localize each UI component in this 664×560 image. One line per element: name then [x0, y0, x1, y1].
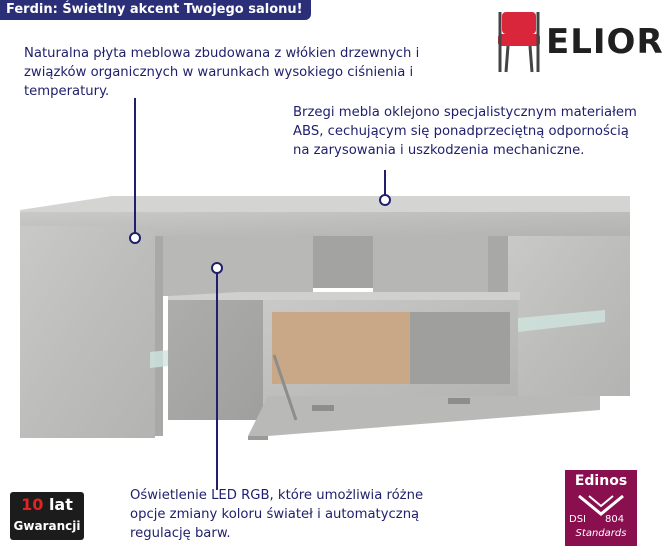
open-flap: [248, 396, 600, 436]
chair-icon: [488, 8, 548, 76]
note-abs-edges: Brzegi mebla oklejono specjalistycznym materiałem ABS, cechującym się ponadprzeciętną odpornością na zarysowania i uszkodzenia mechaniczne.: [293, 105, 637, 158]
warranty-badge: [10, 492, 84, 540]
warranty-years: 10 lat: [21, 495, 73, 514]
certificate-badge: [565, 470, 637, 546]
callout-dot-edges: [380, 195, 390, 205]
callout-dot-led: [212, 263, 222, 273]
hinge-left: [312, 405, 334, 411]
certificate-label: Standards: [575, 528, 627, 539]
callout-dot-board: [130, 233, 140, 243]
warranty-number: 10: [21, 495, 44, 514]
headline-banner: Ferdin: Świetlny akcent Twojego salonu!: [0, 0, 311, 20]
brand-name: ELIOR: [546, 22, 664, 62]
cabinet-left-side: [20, 226, 155, 438]
certificate-code-right: 804: [605, 514, 625, 525]
warranty-label: Gwarancji: [13, 519, 81, 533]
wood-back-panel: [272, 312, 410, 384]
brand-logo: [488, 8, 664, 76]
note-led-lighting: Oświetlenie LED RGB, które umożliwia różne opcje zmiany koloru świateł i automatyczną regulację barw.: [130, 488, 424, 541]
certificate-name: Edinos: [574, 473, 628, 489]
certificate-code-left: DSI: [569, 514, 586, 525]
hinge-right: [448, 398, 470, 404]
note-board-material: Naturalna płyta meblowa zbudowana z włókien drzewnych i związków organicznych w warunkach wysokiego ciśnienia i temperatury.: [24, 46, 420, 99]
